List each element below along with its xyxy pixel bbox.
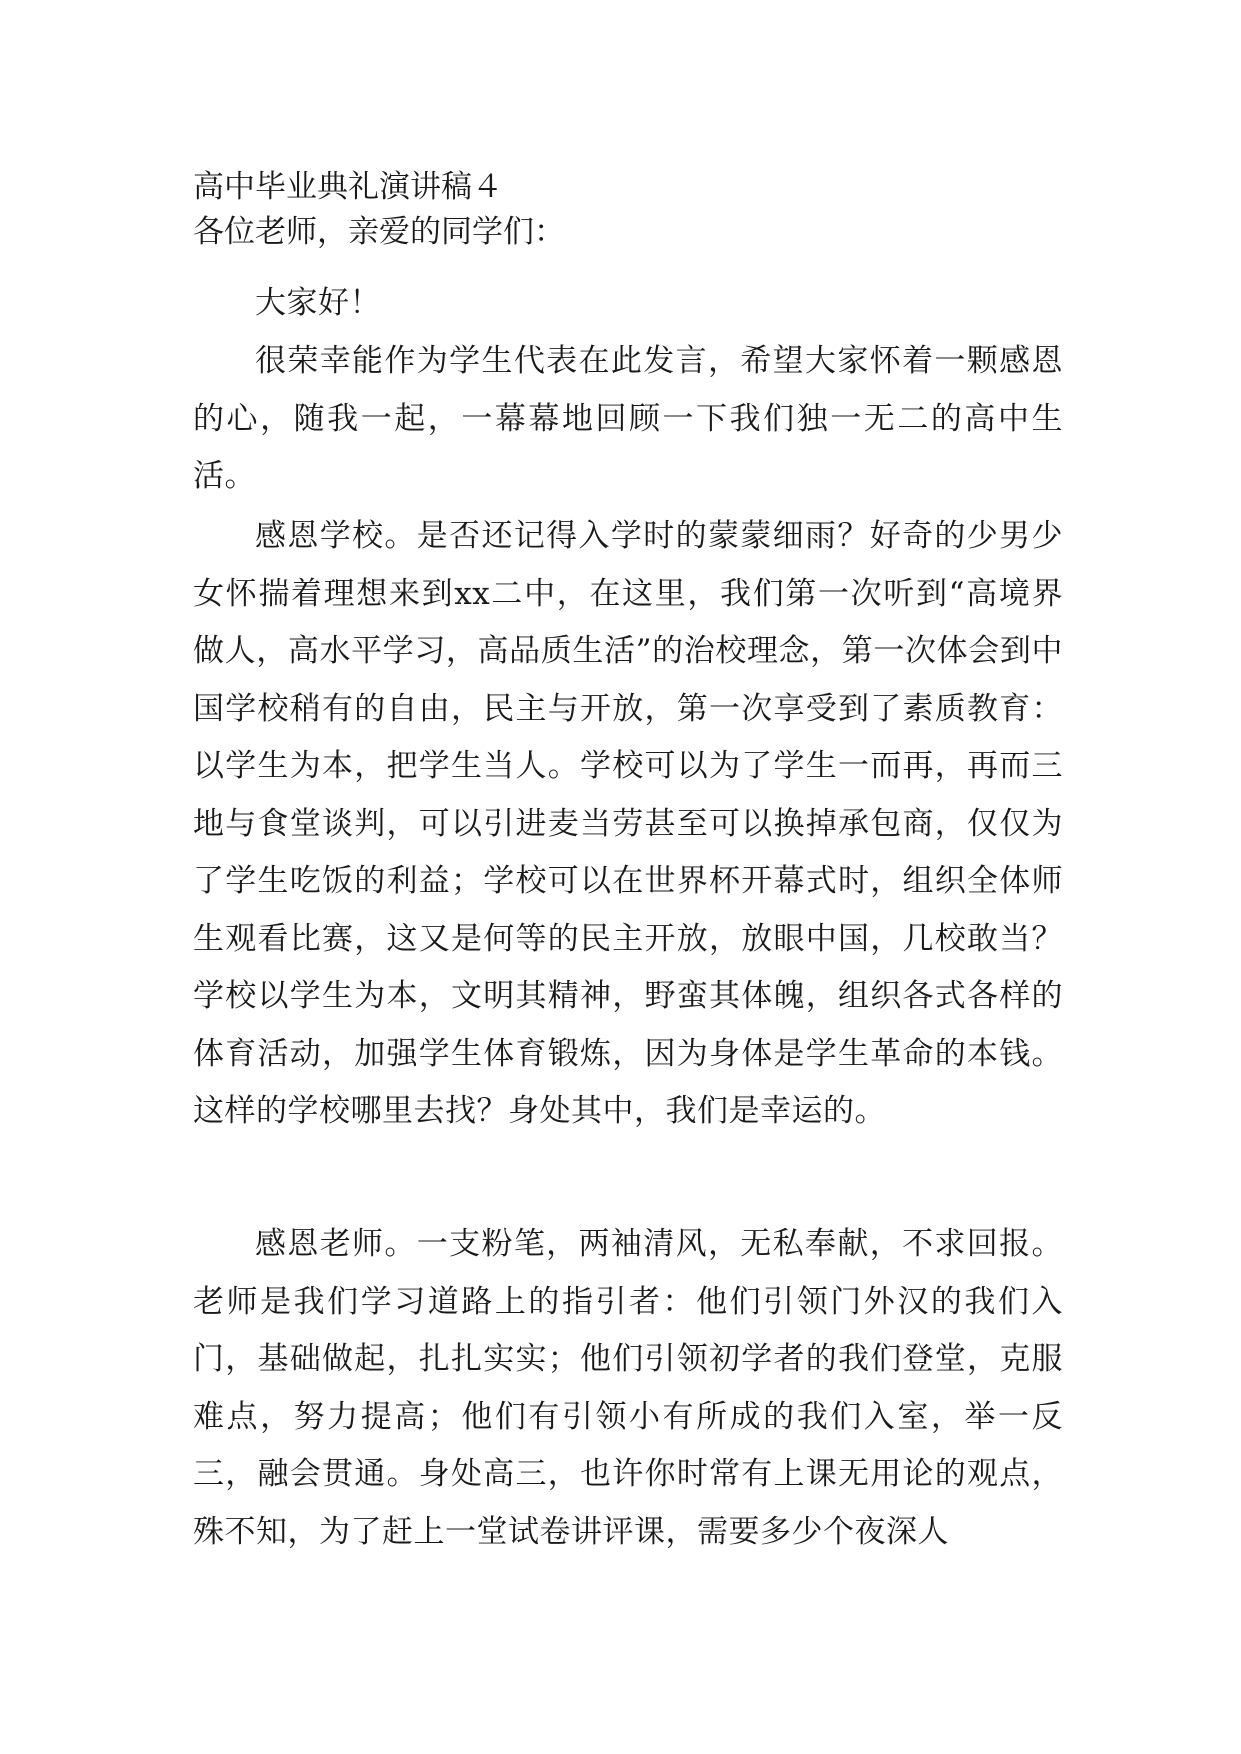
salutation: 各位老师，亲爱的同学们： — [193, 214, 565, 250]
paragraph-thank-school: 感恩学校。是否还记得入学时的蒙蒙细雨？好奇的少男少女怀揣着理想来到xx二中，在这里，我们第一次听到“高境界做人，高水平学习，高品质生活”的治校理念，第一次体会到中国学校稍有的自由，民主与开放，第一次享受到了素质教育：以学生为本，把学生当人。学校可以为了学生一而再，再而三地与食堂谈判，可以引进麦当劳甚至可以换掉承包商，仅仅为了学生吃饭的利益；学校可以在世界杯开幕式时，组织全体师生观看比赛，这又是何等的民主开放，放眼中国，几校敢当？学校以学生为本，文明其精神，野蛮其体魄，组织各式各样的体育活动，加强学生体育锻炼，因为身体是学生革命的本钱。这样的学校哪里去找？身处其中，我们是幸运的。 — [193, 518, 1063, 1129]
document-title: 高中毕业典礼演讲稿４ — [193, 169, 503, 205]
paragraph-intro: 很荣幸能作为学生代表在此发言，希望大家怀着一颗感恩的心，随我一起，一幕幕地回顾一下我们独一无二的高中生活。 — [193, 343, 1063, 494]
paragraph-greeting: 大家好！ — [255, 285, 381, 321]
paragraph-thank-teachers: 感恩老师。一支粉笔，两袖清风，无私奉献，不求回报。老师是我们学习道路上的指引者：他们引领门外汉的我们入门，基础做起，扎扎实实；他们引领初学者的我们登堂，克服难点，努力提高；他们有引领小有所成的我们入室，举一反三，融会贯通。身处高三，也许你时常有上课无用论的观点，殊不知，为了赶上一堂试卷讲评课，需要多少个夜深人 — [193, 1226, 1063, 1550]
